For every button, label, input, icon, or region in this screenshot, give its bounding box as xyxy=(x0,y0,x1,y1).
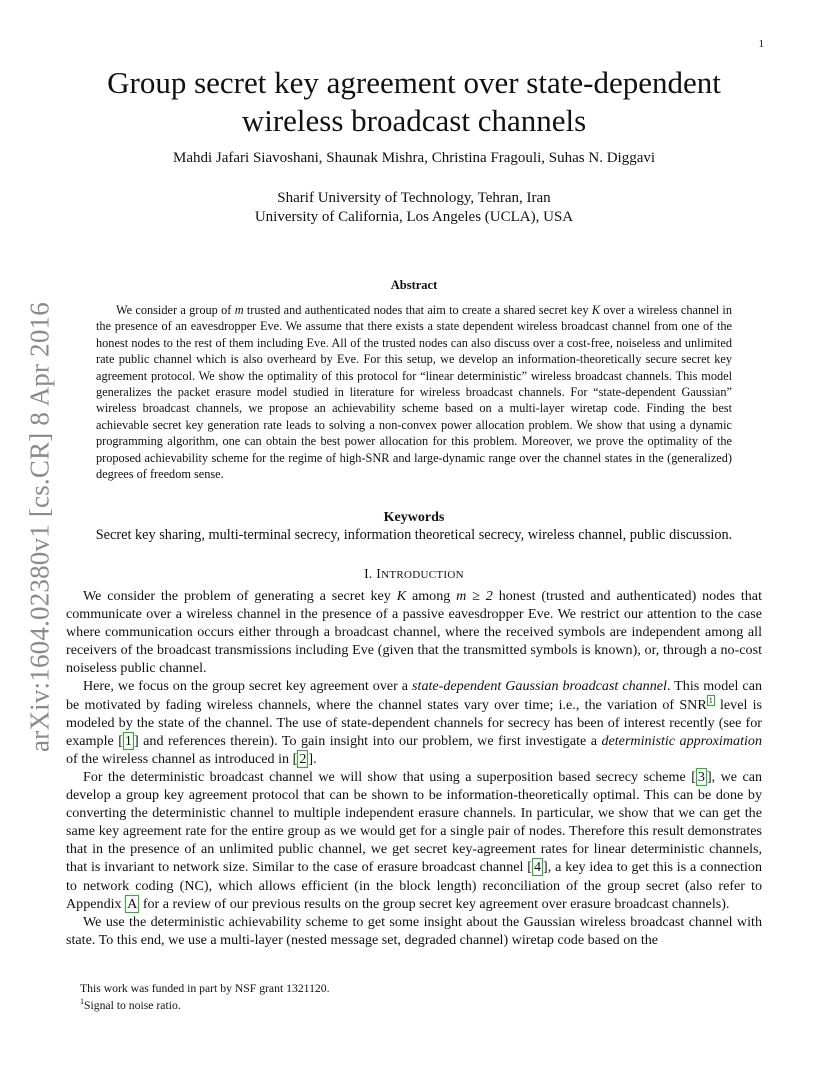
text-run: For the deterministic broadcast channel we will show that using a superposition based secrecy scheme xyxy=(83,768,692,785)
affiliations xyxy=(60,189,768,227)
text-run: , we can develop a group key agreement protocol that can be shown to be information-theoretically optimal. This can be done by converting the deterministic channel to multiple independent erasure channels. In particular, we show that we can get the same key agreement rate for the entire group as we would get for a single pair of nodes. Therefore this result demonstrates that in the presence of an unlimited public channel, we get secret key-agreement rates for linear deterministic channels, that is invariant to network size. Similar to the case of erasure broadcast channel xyxy=(66,768,763,876)
arxiv-stamp-text: arXiv:1604.02380v1 [cs.CR] 8 Apr 2016 xyxy=(24,302,55,752)
abstract-text-part: over a wireless channel in the presence of an eavesdropper Eve. We assume that there exists a state dependent wireless broadcast channel from one of the honest nodes to the rest of them including Eve. All of the trusted nodes can also discuss over a cost-free, noiseless and unlimited rate public channel which is also overheard by Eve. For this setup, we develop an information-theoretically secure secret key agreement protocol. We show the optimality of this protocol for “linear deterministic” wireless broadcast channels. This model generalizes the packet erasure model studied in literature for wireless broadcast channels. For “state-dependent Gaussian” wireless broadcast channels, we propose an achievability scheme based on a multi-layer wiretap code. Finding the best achievable secret key generation rate leads to solving a non-convex power allocation problem. We show that using a dynamic programming algorithm, one can obtain the best power allocation for this problem. Moreover, we prove the optimality of the proposed achievability scheme for the regime of high-SNR and large-dynamic range over the channel states in the (generalized) degrees of freedom sense. xyxy=(96,303,733,482)
text-run: for a review of our previous results on the group secret key agreement over erasure broadcast channels). xyxy=(139,895,730,912)
paragraph-2: Here, we focus on the group secret key agreement over a state-dependent Gaussian broadcast channel. This model can be motivated by fading wireless channels, where the channel states vary over time; i.e., the variation of SNR $^1$ level is modeled by the state of the channel. The use of state-dependent channels for secrecy has been of interest recently (see for example [ 1 ] and references therein). To gain insight into our problem, we first investigate a deterministic approximation of the wireless channel as introduced in [ 2 ]. xyxy=(66,678,763,767)
keywords-heading: Keywords xyxy=(383,510,445,525)
text-run: of the wireless channel as introduced in xyxy=(66,750,293,767)
citation-link-3[interactable]: 3 xyxy=(697,768,705,785)
math-condition: m ≥ 2 xyxy=(456,588,493,604)
introduction-body xyxy=(66,587,762,949)
keywords-text: Secret key sharing, multi-terminal secrecy, information theoretical secrecy, wireless channel, public discussion. xyxy=(95,527,733,543)
text-run: , a key idea to get this is a connection to network coding (NC), which allows efficient (in the block length) reconciliation of the group secret (also refer to Appendix xyxy=(66,859,762,912)
abstract-heading: Abstract xyxy=(390,278,438,292)
footnotes xyxy=(80,980,760,1014)
abstract-text-part: trusted and authenticated nodes that aim to create a shared secret key xyxy=(243,303,592,317)
math-K: K xyxy=(396,588,407,604)
title-line-2: wireless broadcast channels xyxy=(241,103,587,138)
math-K: K xyxy=(591,303,601,317)
arxiv-stamp xyxy=(22,292,58,762)
math-m: m xyxy=(234,303,244,317)
section-numeral: I. xyxy=(364,566,377,581)
citation-link-4[interactable]: 4 xyxy=(533,859,542,876)
section-heading-introduction xyxy=(60,566,768,582)
appendix-link-a[interactable]: A xyxy=(127,895,138,912)
text-run: level is modeled by the state of the channel. The use of state-dependent channels for secrecy has been of interest recently (see for example xyxy=(66,696,763,749)
footnote-1-text: Signal to noise ratio. xyxy=(84,999,181,1012)
text-run: Here, we focus on the group secret key agreement over a xyxy=(83,678,413,695)
section-title-rest: NTRODUCTION xyxy=(381,569,464,581)
footnote-1 xyxy=(80,997,760,1014)
text-run: . This model can be motivated by fading wireless channels, where the channel states vary over time; i.e., the variation of SNR xyxy=(66,678,762,713)
emphasis: deterministic approximation xyxy=(601,732,762,749)
text-run: honest (trusted and authenticated) nodes that communicate over a wireless channel in the presence of a passive eavesdropper Eve. We restrict our attention to the case where communication occurs either through a broadcast channel, where the received symbols are independent among all receivers of the broadcast transmissions including Eve (given that the transmitted symbols is known), or, through a no-cost noiseless public channel. xyxy=(66,588,762,677)
paper-title xyxy=(60,64,768,140)
citation-link-1[interactable]: 1 xyxy=(124,732,132,749)
abstract-text xyxy=(96,302,732,482)
emphasis: state-dependent Gaussian broadcast channel xyxy=(412,678,667,695)
text-run: We consider the problem of generating a secret key xyxy=(83,588,397,604)
page-number: 1 xyxy=(758,38,764,50)
citation-link-2[interactable]: 2 xyxy=(299,750,307,767)
footnote-link-1[interactable]: 1 xyxy=(708,695,713,705)
text-run: among xyxy=(406,588,457,604)
funding-note: This work was funded in part by NSF grant 1321120. xyxy=(80,982,330,995)
paragraph-3: For the deterministic broadcast channel we will show that using a superposition based secrecy scheme [ 3 ], we can develop a group key agreement protocol that can be shown to be information-theoretically optimal. This can be done by converting the deterministic channel to multiple independent erasure channels. In particular, we show that we can get the same key agreement rate for the entire group as we would get for a single pair of nodes. Therefore this result demonstrates that in the presence of an unlimited public channel, we get secret key-agreement rates for linear deterministic channels, that is invariant to network size. Similar to the case of erasure broadcast channel [ 4 ], a key idea to get this is a connection to network coding (NC), which allows efficient (in the block length) reconciliation of the group secret (also refer to Appendix A for a review of our previous results on the group secret key agreement over erasure broadcast channels). xyxy=(66,768,763,912)
affiliation-2: University of California, Los Angeles (UCLA), USA xyxy=(254,209,574,225)
text-run: . xyxy=(313,750,317,767)
paragraph-1 xyxy=(66,587,762,677)
footnote-1-mark: 1 xyxy=(80,997,84,1007)
section-initial: I xyxy=(376,566,382,581)
author-list: Mahdi Jafari Siavoshani, Shaunak Mishra, Christina Fragouli, Suhas N. Diggavi xyxy=(172,150,656,166)
affiliation-1: Sharif University of Technology, Tehran, Iran xyxy=(277,190,551,206)
abstract-text-part: We consider a group of xyxy=(116,303,235,317)
text-run: and references therein). To gain insight into our problem, we first investigate a xyxy=(138,732,602,749)
paragraph-4: We use the deterministic achievability scheme to get some insight about the Gaussian wireless broadcast channel with state. To this end, we use a multi-layer (nested message set, degraded channel) wiretap code based on the xyxy=(66,913,762,948)
title-line-1: Group secret key agreement over state-dependent xyxy=(107,65,721,100)
